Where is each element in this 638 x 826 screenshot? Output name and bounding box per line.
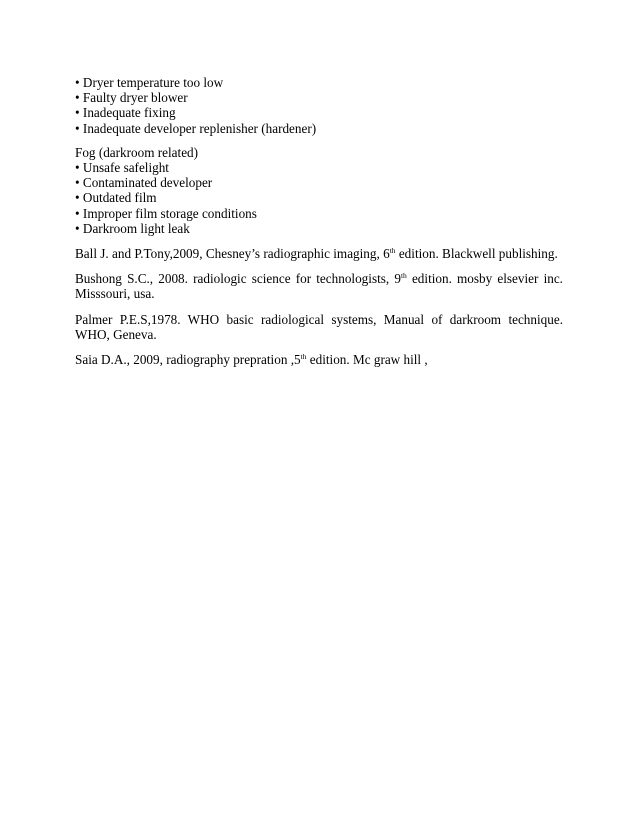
reference-text: Ball J. and P.Tony,2009, Chesney’s radiographic imaging, 6	[75, 246, 390, 262]
bullet-icon: •	[75, 175, 80, 191]
bullet-icon: •	[75, 160, 80, 176]
reference-entry	[75, 246, 563, 261]
bullet-icon: •	[75, 205, 80, 221]
list-item	[75, 75, 563, 90]
list-item	[75, 221, 563, 236]
list-item	[75, 206, 563, 221]
document-page	[75, 75, 563, 367]
list-item	[75, 190, 563, 205]
bullet-icon: •	[75, 220, 80, 236]
list-item	[75, 105, 563, 120]
reference-entry	[75, 312, 563, 342]
bullet-icon: •	[75, 105, 80, 121]
list-item-text: Inadequate developer replenisher (hardener)	[82, 120, 317, 136]
bullet-icon: •	[75, 90, 80, 106]
list-item	[75, 160, 563, 175]
list-item	[75, 121, 563, 136]
list-item	[75, 175, 563, 190]
reference-text: Bushong S.C., 2008. radiologic science for technologists, 9	[75, 271, 401, 287]
bullet-icon: •	[75, 75, 80, 90]
list-item	[75, 90, 563, 105]
reference-text: Palmer P.E.S,1978. WHO basic radiological systems, Manual of darkroom technique. WHO, Geneva.	[75, 311, 563, 342]
list-item-text: Faulty dryer blower	[82, 90, 188, 106]
reference-entry	[75, 271, 563, 301]
bullet-icon: •	[75, 120, 80, 136]
list-item-text: Contaminated developer	[82, 175, 213, 191]
list-item-text: Unsafe safelight	[82, 160, 169, 176]
ordinal-superscript: th	[389, 246, 396, 256]
reference-text: Saia D.A., 2009, radiography prepration ,5	[75, 352, 301, 368]
list-item-text: Darkroom light leak	[82, 220, 190, 236]
ordinal-superscript: th	[400, 271, 407, 281]
reference-text-tail: edition. Mc graw hill ,	[306, 352, 428, 368]
drying-faults-list	[75, 75, 563, 136]
fog-section	[75, 145, 563, 236]
list-item-text: Improper film storage conditions	[82, 205, 257, 221]
reference-text-tail: edition. Blackwell publishing.	[395, 246, 558, 262]
list-item-text: Dryer temperature too low	[82, 75, 224, 90]
list-item-text: Outdated film	[82, 190, 157, 206]
ordinal-superscript: th	[300, 352, 307, 362]
fog-causes-list	[75, 160, 563, 236]
reference-entry	[75, 352, 563, 367]
list-item-text: Inadequate fixing	[82, 105, 176, 121]
reference-text-tail: edition. mosby elsevier inc. Misssouri, usa.	[75, 271, 563, 302]
bullet-icon: •	[75, 190, 80, 206]
fog-heading: Fog (darkroom related)	[75, 144, 199, 160]
